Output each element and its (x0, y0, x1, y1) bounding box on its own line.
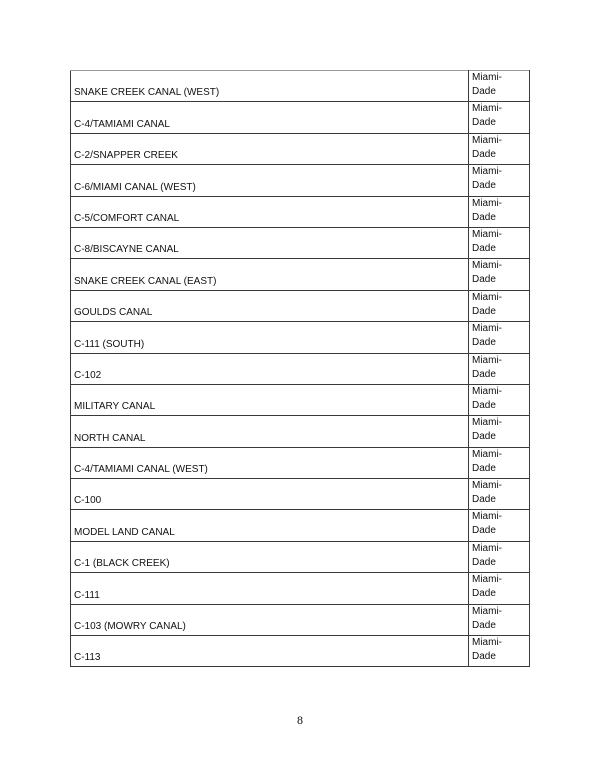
county-cell: Miami- Dade (469, 510, 530, 541)
county-cell: Miami- Dade (469, 447, 530, 478)
county-cell: Miami- Dade (469, 259, 530, 290)
table-row (71, 102, 530, 133)
canal-name-cell: SNAKE CREEK CANAL (WEST) (71, 71, 469, 102)
county-cell: Miami- Dade (469, 636, 530, 667)
county-cell: Miami- Dade (469, 71, 530, 102)
canal-name-cell: SNAKE CREEK CANAL (EAST) (71, 259, 469, 290)
county-cell: Miami- Dade (469, 290, 530, 321)
canal-name-cell: C-100 (71, 479, 469, 510)
canal-name-cell: C-8/BISCAYNE CANAL (71, 227, 469, 258)
canal-name-cell: C-103 (MOWRY CANAL) (71, 604, 469, 635)
table-row (71, 71, 530, 102)
table-row (71, 604, 530, 635)
canal-name-cell: C-111 (71, 573, 469, 604)
table-row (71, 165, 530, 196)
canal-name-cell: NORTH CANAL (71, 416, 469, 447)
county-cell: Miami- Dade (469, 541, 530, 572)
canal-name-cell: MODEL LAND CANAL (71, 510, 469, 541)
canal-table-body (71, 71, 530, 667)
table-row (71, 290, 530, 321)
table-row (71, 133, 530, 164)
table-row (71, 259, 530, 290)
county-cell: Miami- Dade (469, 479, 530, 510)
canal-name-cell: C-4/TAMIAMI CANAL (WEST) (71, 447, 469, 478)
county-cell: Miami- Dade (469, 416, 530, 447)
canal-name-cell: C-113 (71, 636, 469, 667)
county-cell: Miami- Dade (469, 384, 530, 415)
county-cell: Miami- Dade (469, 102, 530, 133)
county-cell: Miami- Dade (469, 573, 530, 604)
table-row (71, 510, 530, 541)
canal-table (70, 70, 530, 667)
table-row (71, 541, 530, 572)
table-row (71, 196, 530, 227)
page-number: 8 (297, 713, 303, 727)
canal-name-cell: GOULDS CANAL (71, 290, 469, 321)
table-row (71, 322, 530, 353)
canal-name-cell: C-6/MIAMI CANAL (WEST) (71, 165, 469, 196)
county-cell: Miami- Dade (469, 353, 530, 384)
county-cell: Miami- Dade (469, 604, 530, 635)
table-row (71, 416, 530, 447)
canal-name-cell: C-1 (BLACK CREEK) (71, 541, 469, 572)
table-row (71, 636, 530, 667)
county-cell: Miami- Dade (469, 227, 530, 258)
county-cell: Miami- Dade (469, 322, 530, 353)
county-cell: Miami- Dade (469, 165, 530, 196)
table-row (71, 447, 530, 478)
canal-name-cell: C-4/TAMIAMI CANAL (71, 102, 469, 133)
county-cell: Miami- Dade (469, 196, 530, 227)
table-row (71, 573, 530, 604)
canal-name-cell: C-2/SNAPPER CREEK (71, 133, 469, 164)
table-row (71, 479, 530, 510)
canal-name-cell: C-5/COMFORT CANAL (71, 196, 469, 227)
table-row (71, 384, 530, 415)
county-cell: Miami- Dade (469, 133, 530, 164)
table-row (71, 353, 530, 384)
canal-name-cell: MILITARY CANAL (71, 384, 469, 415)
table-row (71, 227, 530, 258)
canal-name-cell: C-102 (71, 353, 469, 384)
canal-name-cell: C-111 (SOUTH) (71, 322, 469, 353)
